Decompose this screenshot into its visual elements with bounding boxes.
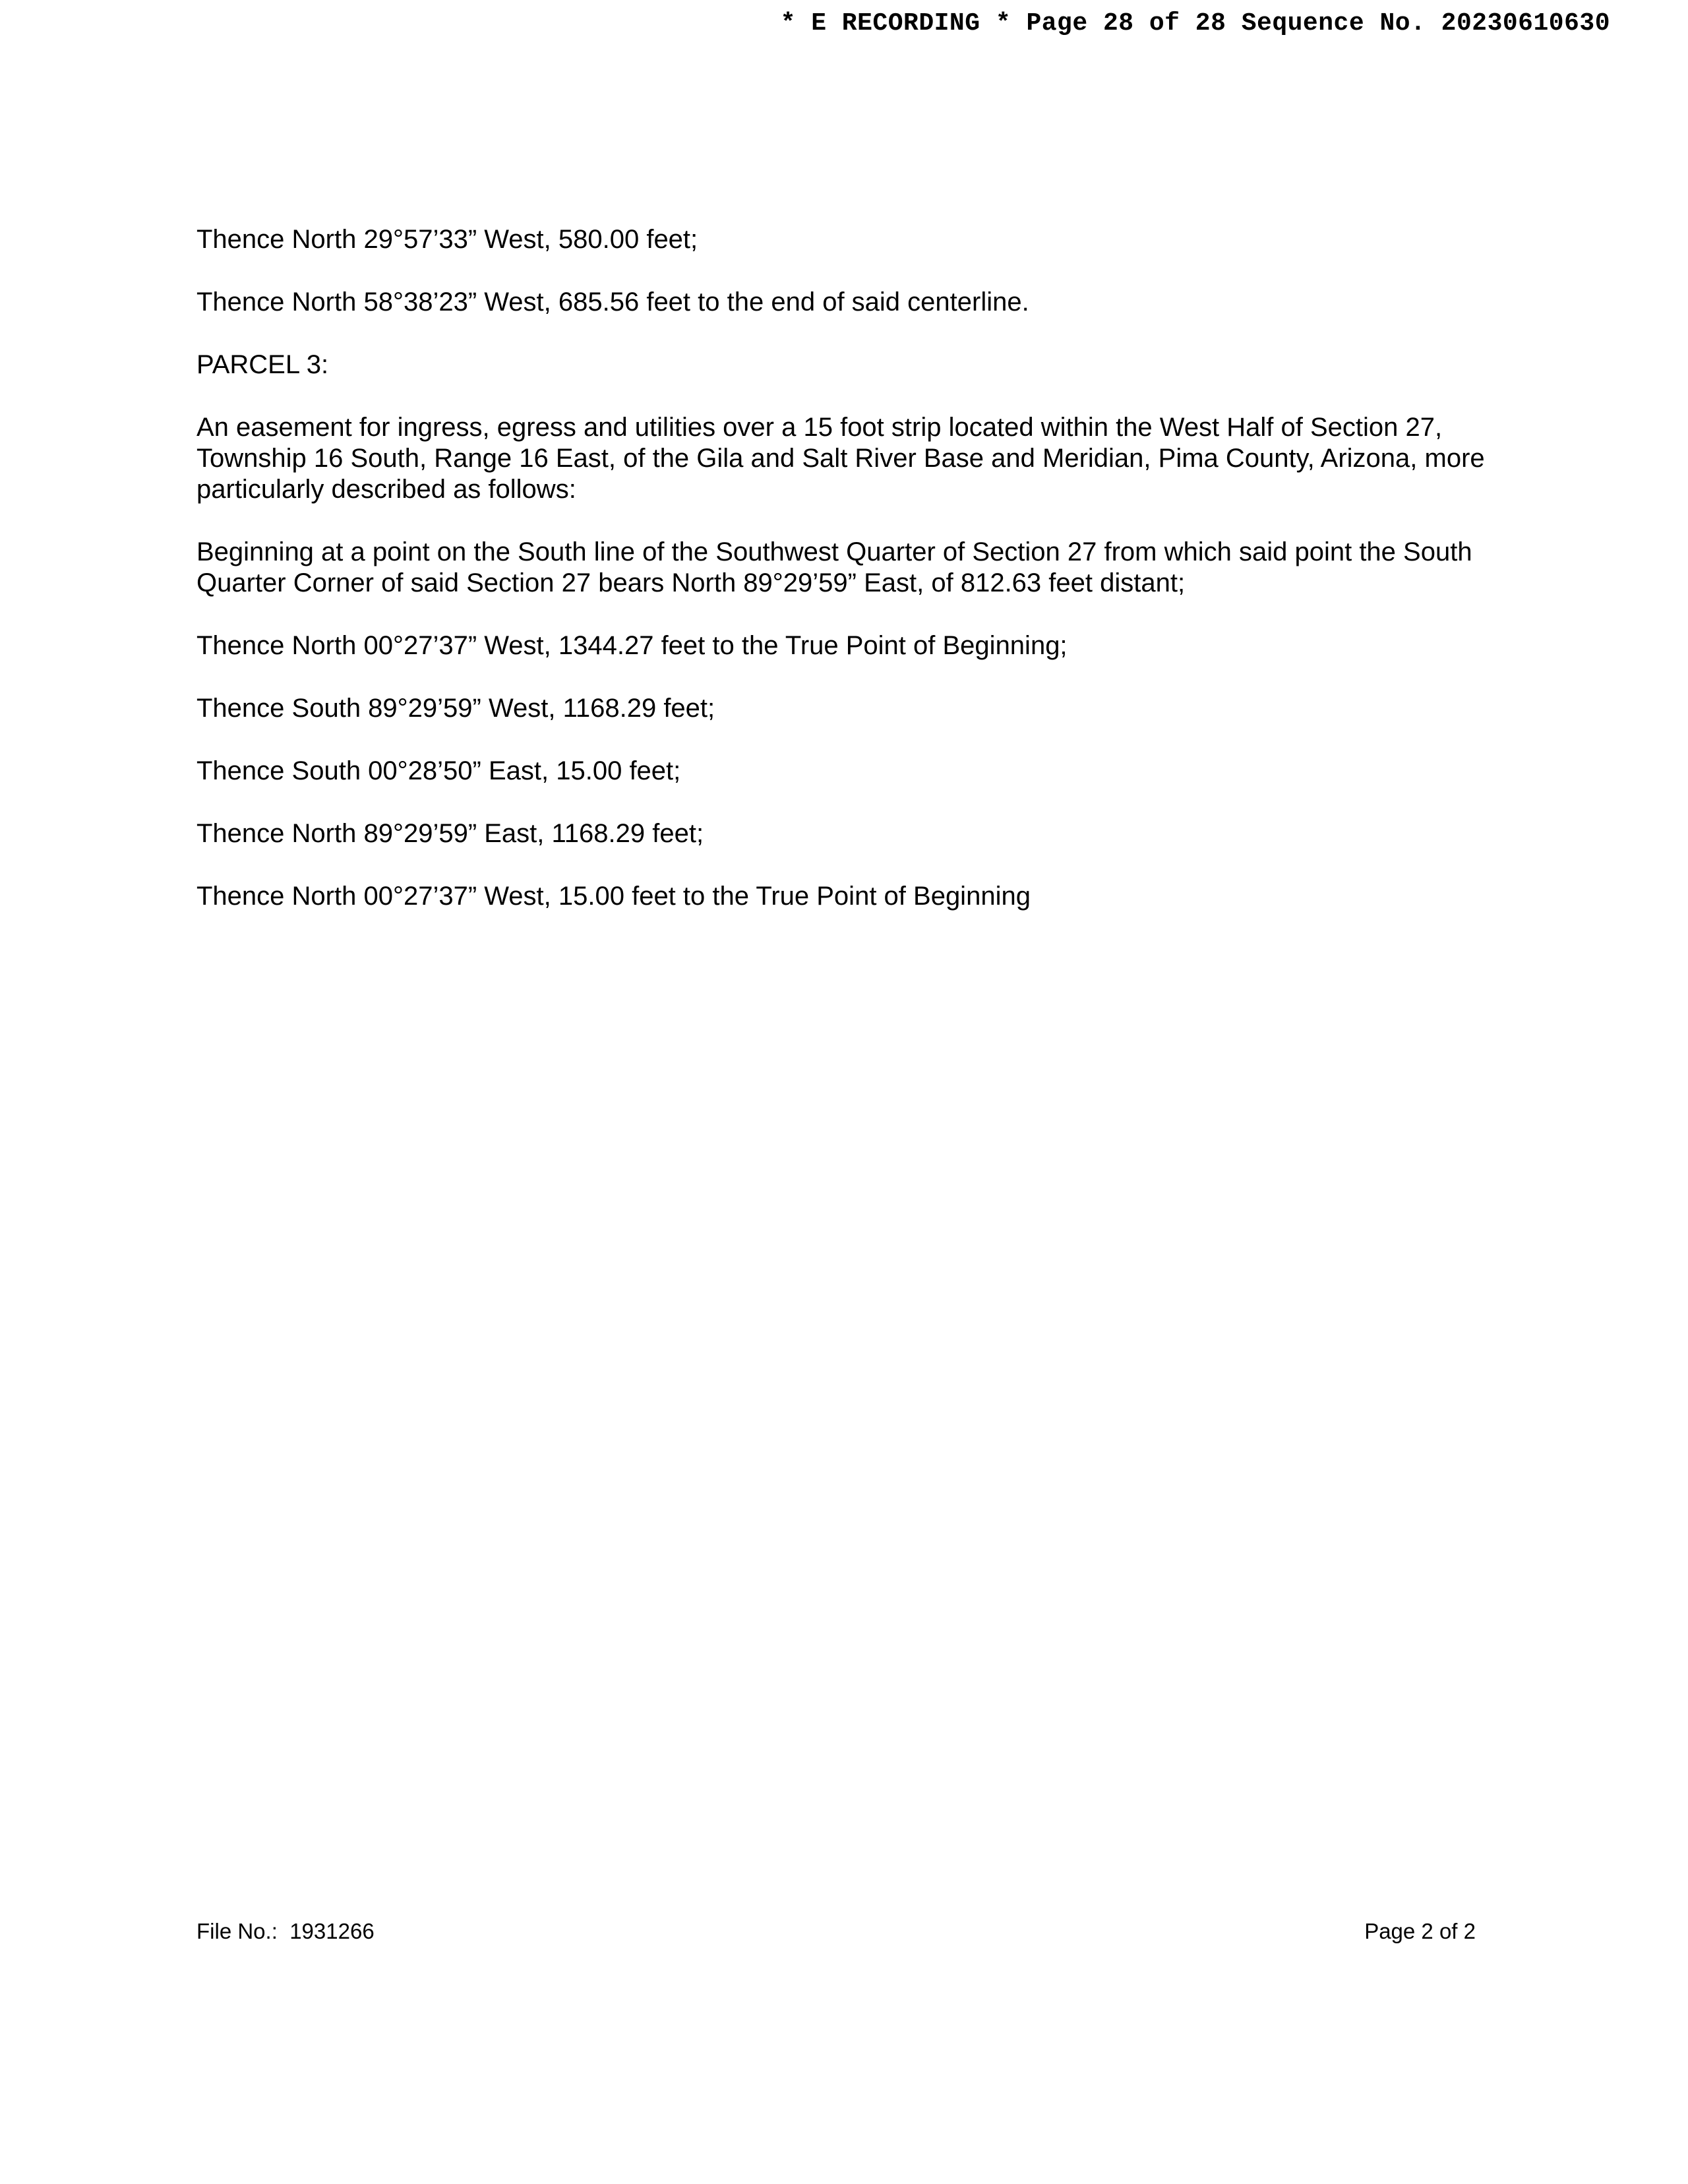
- parcel-heading: PARCEL 3:: [196, 350, 329, 379]
- paragraph-thence-3: Thence North 00°27’37” West, 1344.27 feet to the True Point of Beginning;: [196, 631, 1068, 660]
- legal-description: [196, 224, 1489, 944]
- paragraph-thence-1: Thence North 29°57’33” West, 580.00 feet;: [196, 225, 698, 254]
- file-number: File No.: 1931266: [196, 1919, 375, 1943]
- paragraph-thence-4: Thence South 89°29’59” West, 1168.29 feet;: [196, 694, 715, 723]
- paragraph-thence-6: Thence North 89°29’59” East, 1168.29 feet;: [196, 819, 704, 848]
- paragraph-thence-2: Thence North 58°38’23” West, 685.56 feet to the end of said centerline.: [196, 288, 1029, 317]
- paragraph-thence-7: Thence North 00°27’37” West, 15.00 feet to the True Point of Beginning: [196, 882, 1031, 911]
- page-number: Page 2 of 2: [1364, 1919, 1476, 1943]
- paragraph-easement: An easement for ingress, egress and utilities over a 15 foot strip located within the West Half of Section 27, Township 16 South, Range 16 East, of the Gila and Salt River Base and Meridian, Pima County, Arizona, more particularly described as follows:: [196, 413, 1485, 504]
- recording-header: * E RECORDING * Page 28 of 28 Sequence No. 20230610630: [780, 9, 1610, 38]
- paragraph-thence-5: Thence South 00°28’50” East, 15.00 feet;: [196, 756, 681, 785]
- paragraph-beginning: Beginning at a point on the South line of the Southwest Quarter of Section 27 from which said point the South Quarter Corner of said Section 27 bears North 89°29’59” East, of 812.63 feet distant;: [196, 537, 1472, 597]
